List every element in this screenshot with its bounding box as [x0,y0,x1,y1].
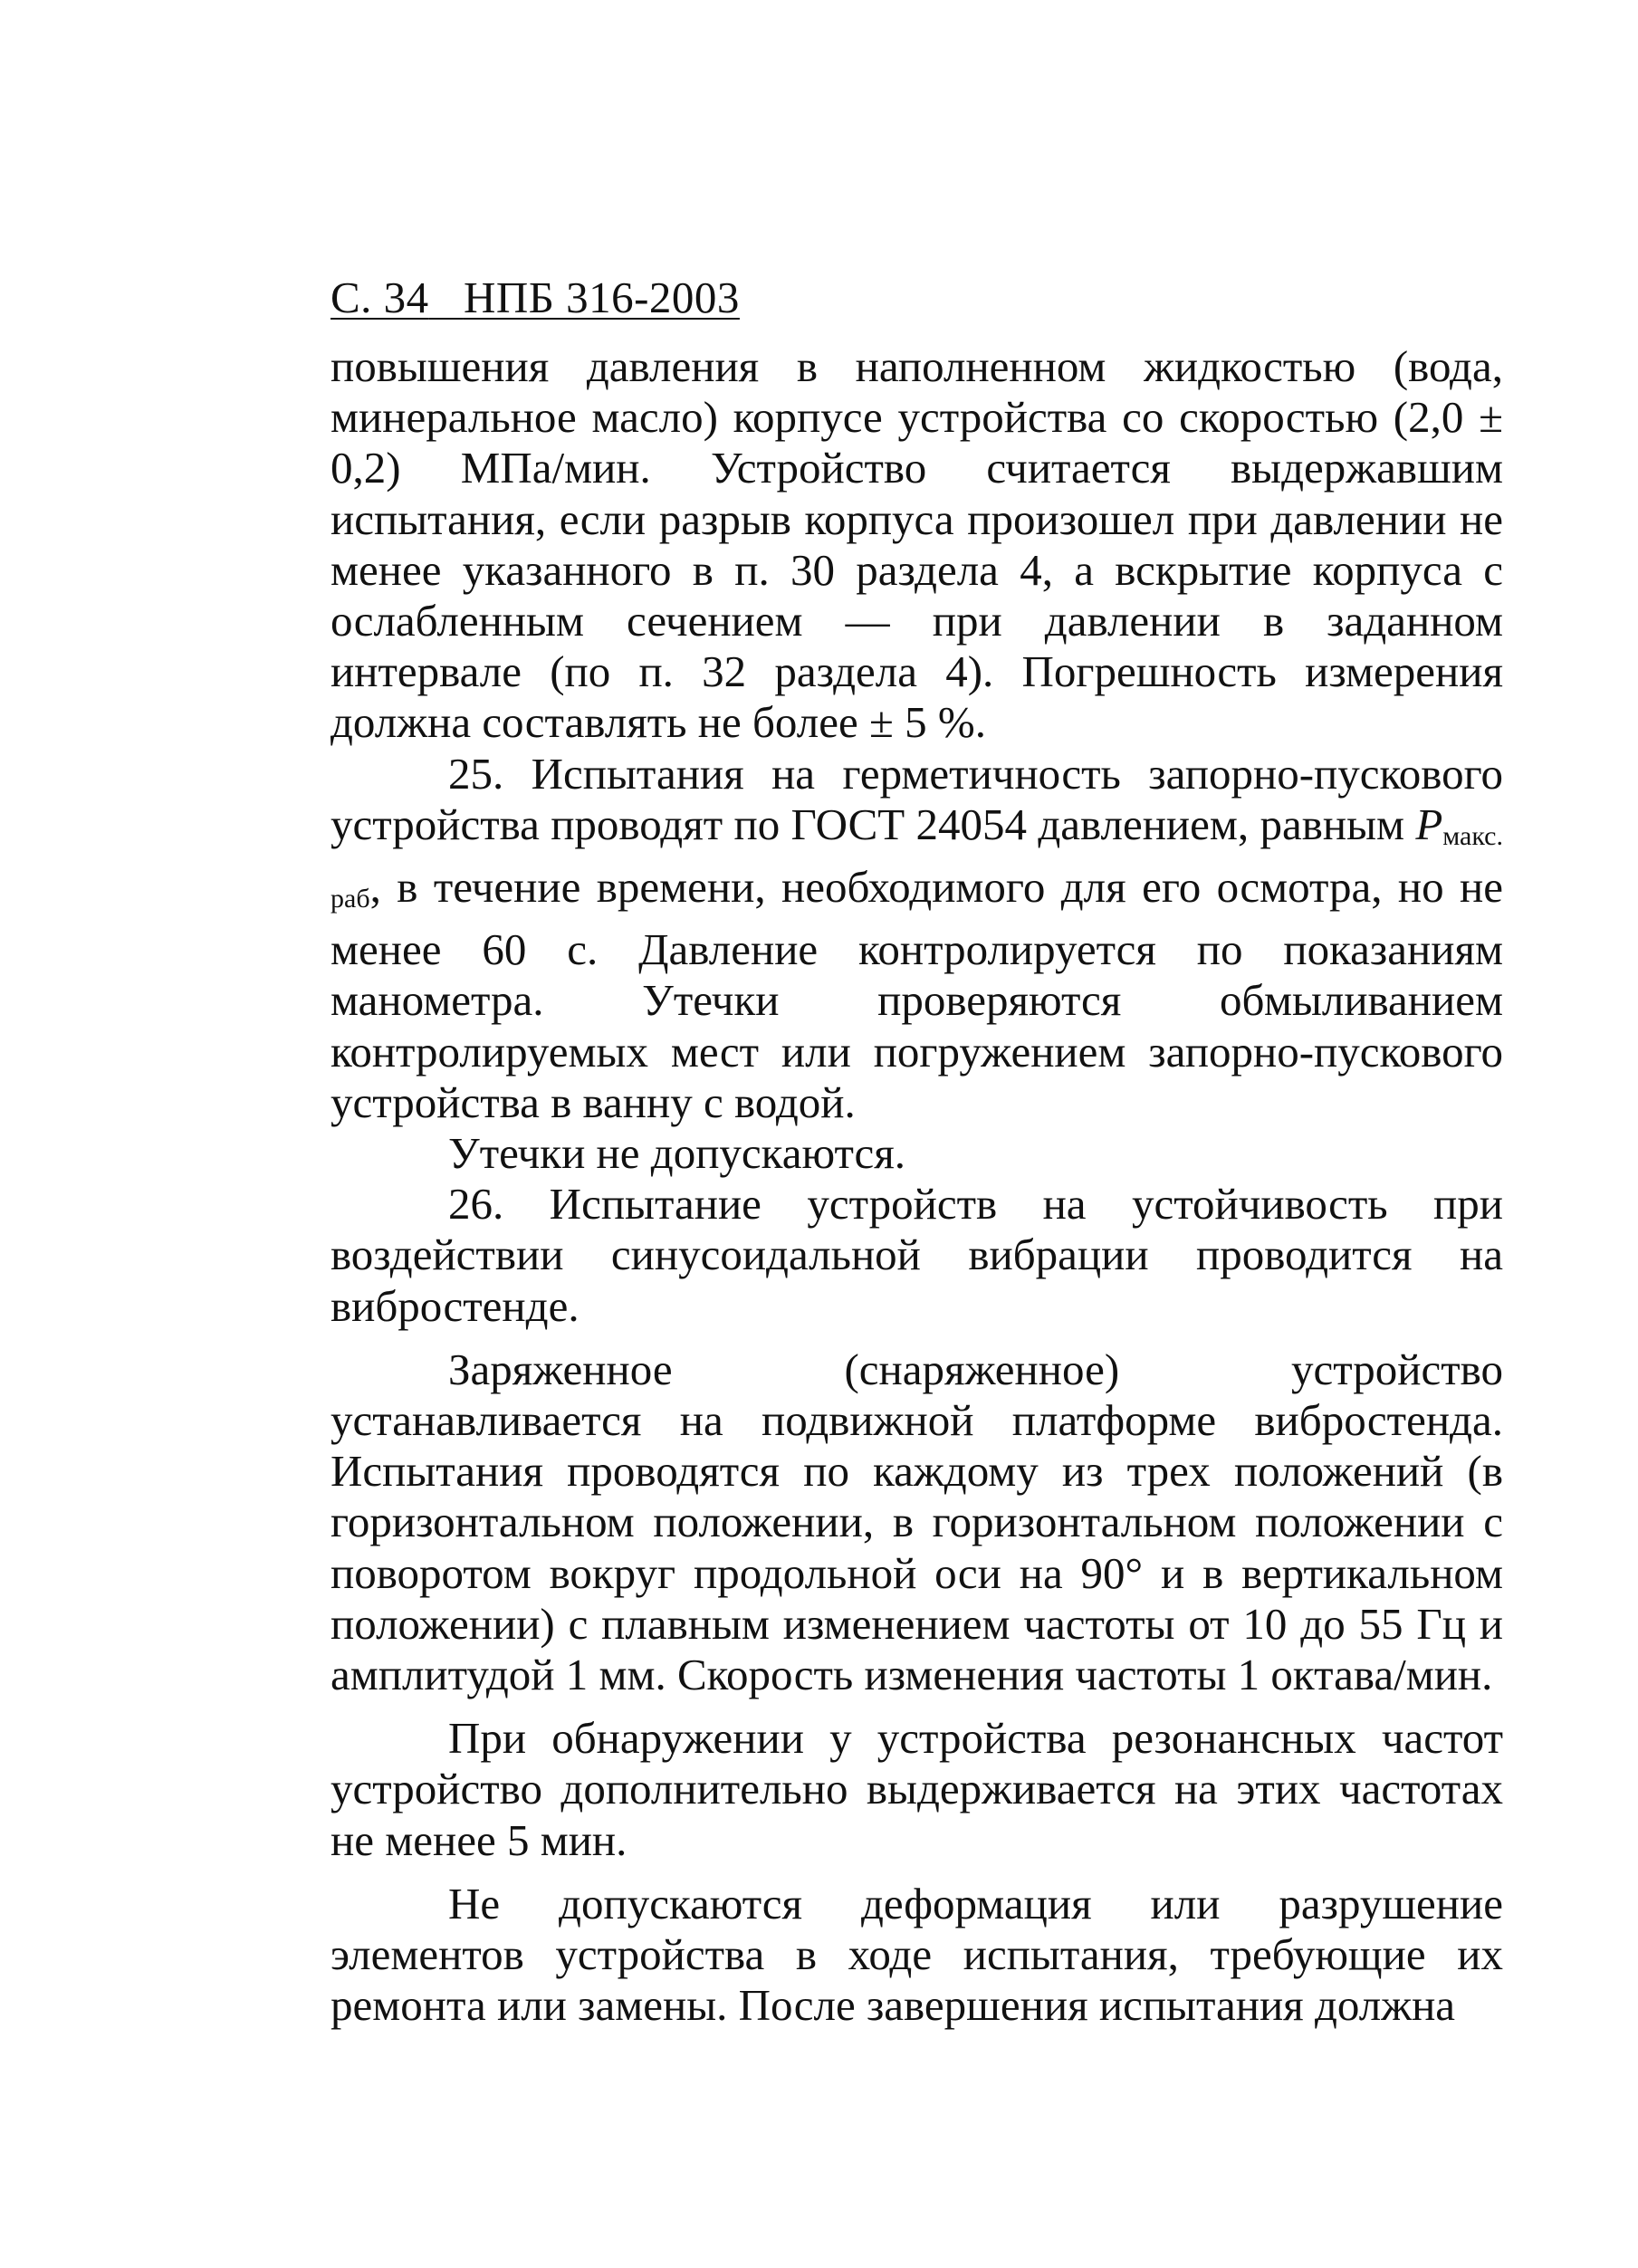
paragraph-item-26: 26. Испытание устройств на устойчивость при воздействии синусоидальной вибрации проводится на вибростенде. [330,1179,1503,1331]
page-header [330,273,740,323]
paragraph-pressure-test: повышения давления в наполненном жидкостью (вода, минеральное масло) корпусе устройства со скоростью (2,0 ± 0,2) МПа/мин. Устройство считается выдержавшим испытания, если разрыв корпуса произошел при давлении не менее указанного в п. 30 раздела 4, а вскрытие корпуса с ослабленным сечением — при давлении в заданном интервале (по п. 32 раздела 4). Погрешность измерения должна составлять не более ± 5 %. [330,341,1503,748]
paragraph-resonance: При обнаружении у устройства резонансных частот устройство дополнительно выдерживается на этих частотах не менее 5 мин. [330,1713,1503,1865]
paragraph-item-25 [330,749,1503,1128]
page-number: С. 34 [330,273,429,322]
document-id: НПБ 316-2003 [463,273,740,322]
body-text [330,341,1503,2032]
document-page [330,272,1503,2032]
item-25-text-start: 25. Испытания на герметичность запорно-пускового устройства проводят по ГОСТ 24054 давлением, равным [330,748,1503,849]
item-25-text-end: , в течение времени, необходимого для его осмотра, но не менее 60 с. Давление контролируется по показаниям манометра. Утечки проверяются обмыливанием контролируемых мест или погружением запорно-пускового устройства в ванну с водой. [330,862,1503,1127]
paragraph-vibration-setup: Заряженное (снаряженное) устройство устанавливается на подвижной платформе вибростенда. Испытания проводятся по каждому из трех положений (в горизонтальном положении, в горизонтальном положении с поворотом вокруг продольной оси на 90° и в вертикальном положении) с плавным изменением частоты от 10 до 55 Гц и амплитудой 1 мм. Скорость изменения частоты 1 октава/мин. [330,1344,1503,1700]
pressure-subscript: макс. раб [330,820,1503,914]
paragraph-deformation: Не допускаются деформация или разрушение элементов устройства в ходе испытания, требующие их ремонта или замены. После завершения испытания должна [330,1878,1503,2031]
pressure-symbol: P [1415,799,1443,849]
paragraph-no-leaks: Утечки не допускаются. [448,1128,906,1179]
